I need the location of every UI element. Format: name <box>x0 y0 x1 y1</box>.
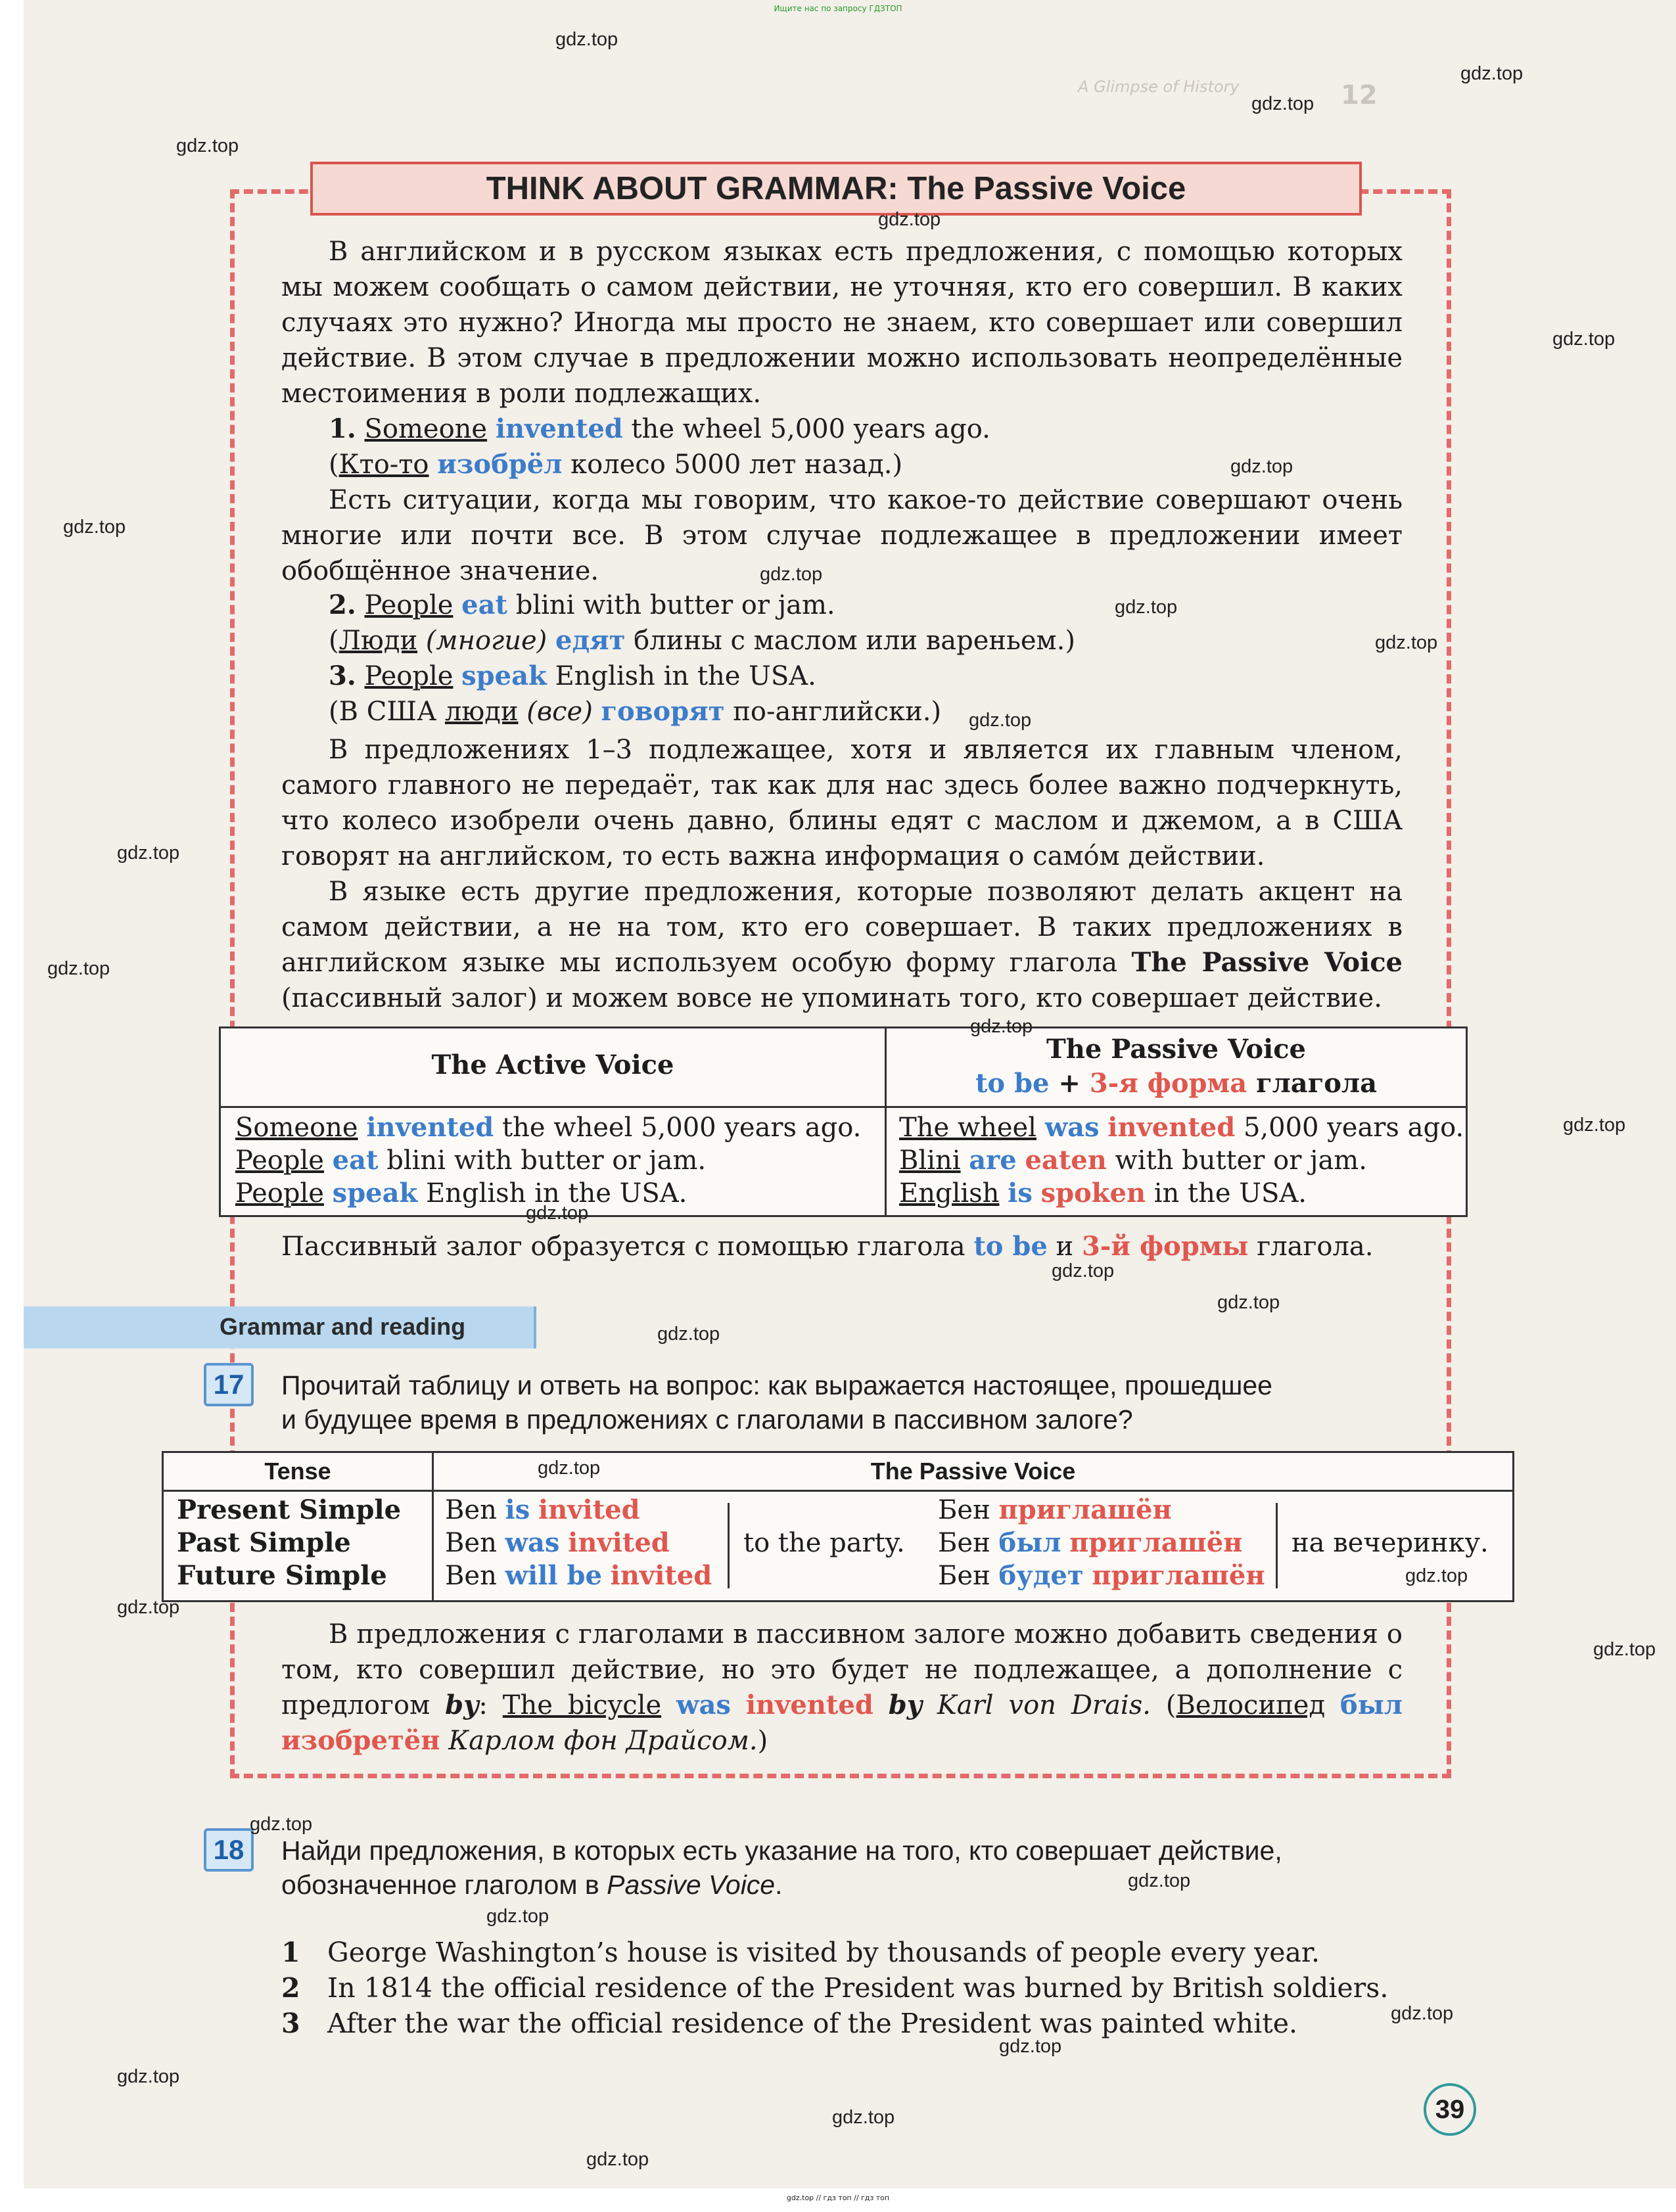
watermark: gdz.top <box>1460 63 1524 84</box>
ru-passive-form <box>938 1527 1242 1559</box>
ru-aux: будет <box>998 1560 1084 1591</box>
row-rest: in the USA. <box>1153 1178 1307 1209</box>
example-number: 1. <box>329 413 356 444</box>
example-number: 3. <box>329 660 356 691</box>
watermark: gdz.top <box>1128 1870 1191 1891</box>
agent-text: В предложения с глаголами в пассивном залоге можно добавить сведения о том, кто совершил действие, но это будет не подлежащее, а дополнение с предлогом <box>281 1619 1403 1720</box>
translation-subject: люди <box>444 697 519 727</box>
example-rest: English in the USA. <box>555 661 816 691</box>
translation-open: ( <box>329 449 339 480</box>
en-tail: to the party. <box>743 1528 905 1558</box>
example-subject: People <box>364 590 454 620</box>
row-verb: invented <box>1107 1112 1236 1143</box>
watermark: gdz.top <box>117 842 180 864</box>
formula-be: to be <box>975 1068 1050 1099</box>
en-subject: Ben <box>445 1561 497 1591</box>
agent-by: by <box>445 1690 479 1720</box>
agent-example-subject: The bicycle <box>502 1690 662 1720</box>
translation-verb: говорят <box>601 696 725 727</box>
watermark: gdz.top <box>832 2107 895 2128</box>
list-item <box>281 1970 1388 2006</box>
paragraph-1-3: В предложениях 1–3 подлежащее, хотя и является их главным членом, самого главного не передаёт, так как для нас здесь более важно подчеркнуть, что колесо изобрели очень давно, блины едят с маслом и джемом, а в США говорят на английском, то есть важна информация о самóм действии. <box>281 735 1403 871</box>
agent-translation-verb: изобретён <box>281 1725 440 1756</box>
agent-colon: : <box>478 1690 488 1720</box>
watermark: gdz.top <box>1230 456 1293 477</box>
summary-be: to be <box>973 1231 1048 1262</box>
row-rest: blini with butter or jam. <box>386 1145 707 1176</box>
ru-passive-form <box>938 1559 1265 1592</box>
watermark: gdz.top <box>1552 329 1616 350</box>
example-number: 2. <box>329 589 356 620</box>
example-verb: invented <box>495 413 623 444</box>
ru-verb: приглашён <box>998 1494 1172 1525</box>
agent-example-by: by <box>888 1690 922 1720</box>
watermark: gdz.top <box>1593 1639 1656 1660</box>
ru-verb: приглашён <box>1092 1560 1265 1591</box>
agent-example-aux: was <box>676 1690 731 1720</box>
translation-rest: по-английски.) <box>733 697 942 727</box>
en-aux: is <box>505 1494 530 1525</box>
watermark: gdz.top <box>1052 1260 1115 1281</box>
en-passive-form <box>445 1527 670 1559</box>
active-voice-header: The Active Voice <box>431 1049 674 1080</box>
ru-aux: был <box>998 1527 1061 1558</box>
intro-paragraph: В английском и в русском языках есть предложения, с помощью которых мы можем сообщать о самом действии, не уточняя, кто его совершил. В каких случаях это нужно? Иногда мы просто не знаем, кто совершает или совершил действие. В этом случае в предложении можно использовать неопределённые местоимения в роли подлежащих. <box>281 237 1403 409</box>
watermark: gdz.top <box>969 710 1032 731</box>
watermark: gdz.top <box>526 1203 589 1224</box>
ru-subject: Бен <box>938 1561 990 1591</box>
paragraph-other <box>281 874 1403 1016</box>
row-subject: People <box>235 1145 324 1176</box>
passive-row <box>899 1144 1367 1177</box>
task-18-end: . <box>775 1870 783 1900</box>
row-subject: People <box>235 1178 324 1209</box>
example-2 <box>329 588 835 623</box>
watermark: gdz.top <box>878 209 941 230</box>
ru-tail: на вечеринку. <box>1292 1528 1489 1558</box>
translation-subject: Люди <box>338 626 418 656</box>
row-verb: speak <box>332 1178 418 1209</box>
list-item <box>281 2006 1297 2041</box>
example-subject: Someone <box>364 414 488 444</box>
table-divider <box>221 1106 1466 1108</box>
tense-passive-header: The Passive Voice <box>870 1458 1076 1485</box>
translation-verb: едят <box>555 625 626 656</box>
example-1 <box>329 411 990 447</box>
translation-rest: колесо 5000 лет назад.) <box>570 449 903 480</box>
watermark: gdz.top <box>538 1458 601 1479</box>
paragraph-text: В языке есть другие предложения, которые позволяют делать акцент на самом действии, а не на том, кто его совершает. В таких предложениях в английском языке мы используем особую форму глагола <box>281 877 1403 978</box>
task-17-line-1: Прочитай таблицу и ответь на вопрос: как выражается настоящее, прошедшее <box>281 1370 1272 1400</box>
passive-row <box>899 1111 1464 1144</box>
formula-plus: + <box>1058 1068 1081 1099</box>
ru-subject: Бен <box>938 1528 990 1558</box>
watermark: gdz.top <box>47 958 110 979</box>
translation-rest: блины с маслом или вареньем.) <box>634 626 1075 656</box>
row-verb: spoken <box>1040 1178 1146 1209</box>
list-item-number: 1 <box>281 1937 300 1968</box>
page-number: 39 <box>1424 2083 1476 2136</box>
example-3-translation <box>329 694 941 729</box>
agent-example-agent: Karl von Drais. <box>937 1690 1151 1720</box>
translation-open: ( <box>329 626 339 656</box>
watermark: gdz.top <box>117 1597 180 1618</box>
row-verb: invented <box>366 1112 494 1143</box>
ghost-chapter: 12 <box>1341 80 1378 110</box>
task-number-17: 17 <box>204 1363 254 1406</box>
translation-note: (все) <box>526 697 593 727</box>
en-passive-form <box>445 1559 712 1592</box>
translation-note: (многие) <box>425 626 547 656</box>
en-verb: invited <box>538 1494 640 1525</box>
watermark: gdz.top <box>555 29 618 50</box>
passive-voice-header: The Passive Voice <box>1046 1034 1307 1065</box>
formula-form: 3-я форма <box>1089 1068 1247 1099</box>
active-row <box>235 1177 687 1210</box>
row-aux: is <box>1008 1178 1033 1209</box>
table-divider <box>164 1490 1512 1492</box>
en-subject: Ben <box>445 1495 497 1525</box>
example-verb: speak <box>461 660 547 691</box>
summary-and: и <box>1056 1232 1074 1262</box>
row-subject: Blini <box>899 1145 961 1176</box>
row-rest: the wheel 5,000 years ago. <box>502 1113 862 1143</box>
task-number-18: 18 <box>204 1828 254 1872</box>
example-subject: People <box>364 661 454 691</box>
list-item-text: George Washington’s house is visited by thousands of people every year. <box>327 1937 1320 1968</box>
summary-form: 3-й формы <box>1081 1231 1249 1262</box>
tense-name: Present Simple <box>177 1494 402 1525</box>
translation-verb: изобрёл <box>437 449 563 480</box>
tense-name: Future Simple <box>177 1560 387 1591</box>
passive-row <box>899 1177 1307 1210</box>
list-item-text: After the war the official residence of the President was painted white. <box>327 2008 1298 2039</box>
active-row <box>235 1144 706 1177</box>
en-passive-form <box>445 1494 640 1527</box>
list-item-number: 2 <box>281 1972 300 2004</box>
tense-header: Tense <box>264 1458 331 1485</box>
watermark: gdz.top <box>657 1324 720 1345</box>
formula-tail: глагола <box>1256 1068 1378 1099</box>
bottom-banner: gdz.top // гдз топ // гдз топ <box>786 2194 890 2202</box>
list-item-text: In 1814 the official residence of the President was burned by British soldiers. <box>327 1972 1389 2004</box>
translation-open: (В США <box>329 697 437 727</box>
task-18-start: обозначенное глаголом в <box>281 1870 599 1900</box>
page-left-margin <box>0 0 24 2212</box>
summary-end: глагола. <box>1257 1232 1374 1262</box>
watermark: gdz.top <box>63 517 126 538</box>
row-rest: with butter or jam. <box>1115 1145 1367 1176</box>
watermark: gdz.top <box>1251 93 1315 114</box>
paragraph-tail: (пассивный залог) и можем вовсе не упоминать того, кто совершает действие. <box>281 983 1382 1013</box>
row-verb: eaten <box>1025 1145 1107 1176</box>
list-item <box>281 1935 1320 1970</box>
watermark: gdz.top <box>970 1016 1033 1037</box>
watermark: gdz.top <box>1391 2003 1454 2024</box>
example-2-translation <box>329 623 1075 658</box>
bracket-line <box>1276 1503 1278 1588</box>
example-verb: eat <box>461 589 507 620</box>
active-row <box>235 1111 861 1144</box>
example-1-translation <box>329 447 902 482</box>
row-rest: 5,000 years ago. <box>1243 1113 1464 1143</box>
example-rest: the wheel 5,000 years ago. <box>631 414 990 444</box>
row-aux: are <box>969 1145 1017 1176</box>
passive-voice-term: The Passive Voice <box>1131 947 1403 978</box>
task-18-line-2 <box>281 1868 783 1902</box>
grammar-title: THINK ABOUT GRAMMAR: The Passive Voice <box>486 171 1186 206</box>
row-subject: English <box>899 1178 1000 1209</box>
row-subject: The wheel <box>899 1113 1036 1143</box>
summary-line <box>281 1229 1373 1264</box>
agent-translation-aux: был <box>1340 1690 1403 1720</box>
watermark: gdz.top <box>117 2066 180 2087</box>
task-18-term: Passive Voice <box>607 1870 776 1900</box>
watermark: gdz.top <box>1115 597 1178 618</box>
watermark: gdz.top <box>486 1906 549 1927</box>
tense-table <box>162 1451 1514 1602</box>
ghost-header: A Glimpse of History <box>1078 78 1240 96</box>
bracket-line <box>728 1503 730 1588</box>
row-verb: eat <box>332 1145 379 1176</box>
watermark: gdz.top <box>760 564 823 585</box>
summary-start: Пассивный залог образуется с помощью глагола <box>281 1232 966 1262</box>
grammar-title-box <box>310 162 1362 216</box>
example-3 <box>329 658 816 694</box>
translation-subject: Кто-то <box>338 449 429 480</box>
agent-example-verb: invented <box>745 1690 873 1720</box>
section-tab <box>24 1306 536 1348</box>
section-label: Grammar and reading <box>220 1313 466 1340</box>
watermark: gdz.top <box>1405 1565 1468 1586</box>
watermark: gdz.top <box>586 2149 649 2170</box>
list-item-number: 3 <box>281 2008 300 2039</box>
en-subject: Ben <box>445 1528 497 1558</box>
en-verb: invited <box>610 1560 712 1591</box>
tense-name: Past Simple <box>177 1527 351 1558</box>
agent-translation-agent: Карлом фон Драйсом. <box>448 1726 758 1756</box>
watermark: gdz.top <box>1375 632 1438 653</box>
general-paragraph: Есть ситуации, когда мы говорим, что какое-то действие совершают очень многие или почти все. В этом случае подлежащее в предложении имеет обобщённое значение. <box>281 485 1403 586</box>
task-17-line-2: и будущее время в предложениях с глаголами в пассивном залоге? <box>281 1404 1133 1435</box>
en-aux: will be <box>505 1560 602 1591</box>
row-aux: was <box>1044 1112 1100 1143</box>
agent-translation-subject: Велосипед <box>1176 1690 1326 1720</box>
passive-formula <box>887 1067 1466 1101</box>
top-banner: Ищите нас по запросу ГДЗТОП <box>774 4 902 13</box>
watermark: gdz.top <box>1217 1292 1280 1313</box>
watermark: gdz.top <box>1563 1115 1626 1136</box>
ru-subject: Бен <box>938 1495 990 1525</box>
en-verb: invited <box>568 1527 670 1558</box>
voice-comparison-table <box>219 1026 1468 1217</box>
task-18-line-1: Найди предложения, в которых есть указание на того, кто совершает действие, <box>281 1835 1282 1866</box>
agent-paragraph: В предложения с глаголами в пассивном залоге можно добавить сведения о том, кто совершил действие, но это будет не подлежащее, а дополнение с предлогом by: The bicycle was invented by Karl von Drais. (Велосипед был изобретён Карлом фон Драйсом.) <box>281 1619 1403 1756</box>
watermark: gdz.top <box>999 2036 1062 2057</box>
watermark: gdz.top <box>176 135 239 156</box>
ru-verb: приглашён <box>1069 1527 1243 1558</box>
row-rest: English in the USA. <box>425 1178 687 1209</box>
watermark: gdz.top <box>250 1814 313 1835</box>
row-subject: Someone <box>235 1113 358 1143</box>
example-rest: blini with butter or jam. <box>515 590 835 620</box>
en-aux: was <box>505 1527 560 1558</box>
ru-passive-form <box>938 1494 1172 1527</box>
